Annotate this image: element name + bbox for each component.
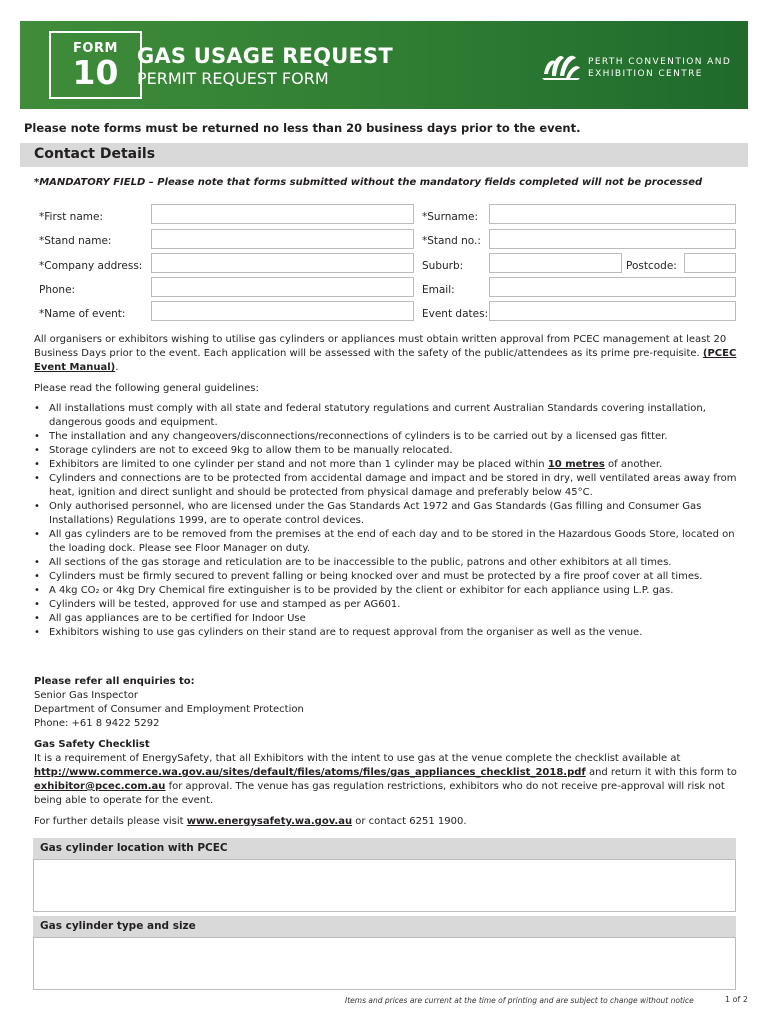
- list-item: [34, 458, 744, 472]
- list-item: • Cylinders must be firmly secured to prevent falling or being knocked over and must be protected by a fire proof cover at all times.: [34, 570, 744, 584]
- type-size-box-header: [33, 916, 736, 938]
- intro-paragraph: [34, 333, 739, 375]
- suburb-label: Suburb:: [422, 260, 464, 272]
- list-item: • All gas cylinders are to be removed from the premises at the end of each day and to be stored in the Hazardous Goods Store, located on the loading dock. Please see Floor Manager on duty.: [34, 528, 744, 556]
- form-subtitle: PERMIT REQUEST FORM: [137, 69, 329, 88]
- event-name-input[interactable]: [151, 301, 414, 321]
- email-label: Email:: [422, 284, 455, 296]
- form-number: 10: [72, 53, 119, 92]
- stand-name-label: *Stand name:: [39, 235, 112, 247]
- email-input[interactable]: [489, 277, 736, 297]
- event-dates-label: Event dates:: [422, 308, 489, 320]
- guidelines-list: [34, 402, 744, 640]
- checklist-text-3: for approval. The venue has gas regulation restrictions, exhibitors who do not receive pre-approval will risk not being able to operate for the event.: [34, 781, 725, 806]
- company-address-label: *Company address:: [39, 260, 143, 272]
- energysafety-link[interactable]: www.energysafety.wa.gov.au: [186, 816, 353, 827]
- checklist-text-2: and return it with this form to: [585, 767, 737, 778]
- enquiries-line-3: Phone: +61 8 9422 5292: [34, 718, 160, 729]
- checklist-text-1: It is a requirement of EnergySafety, that all Exhibitors with the intent to use gas at the venue complete the checklist available at: [34, 753, 681, 764]
- limit-bold: 10 metres: [547, 459, 605, 470]
- exhibitor-email-link[interactable]: exhibitor@pcec.com.au: [34, 781, 166, 792]
- list-item: • All installations must comply with all state and federal statutory regulations and current Australian Standards covering installation, dangerous goods and equipment.: [34, 402, 744, 430]
- event-dates-input[interactable]: [489, 301, 736, 321]
- stand-name-input[interactable]: [151, 229, 414, 249]
- pcec-logo-text: [588, 56, 731, 80]
- logo-line-1: PERTH CONVENTION AND: [588, 57, 732, 67]
- return-notice: Please note forms must be returned no less than 20 business days prior to the event.: [24, 121, 581, 135]
- page-number: 1 of 2: [725, 995, 748, 1004]
- location-box-header: [33, 838, 736, 860]
- company-address-input[interactable]: [151, 253, 414, 273]
- form-number-box: [49, 31, 142, 99]
- intro-text: All organisers or exhibitors wishing to utilise gas cylinders or appliances must obtain written approval from PCEC management at least 20 Business Days prior to the event. Each application will be assessed with the safety of the public/attendees as its prime pre-requisite.: [34, 334, 727, 359]
- form-word: FORM: [73, 41, 118, 56]
- checklist-url-link[interactable]: http://www.commerce.wa.gov.au/sites/default/files/atoms/files/gas_appliances_checklist_2018.pdf: [34, 767, 586, 778]
- postcode-input[interactable]: [684, 253, 736, 273]
- enquiries-line-2: Department of Consumer and Employment Protection: [34, 704, 304, 715]
- list-item: • Exhibitors wishing to use gas cylinders on their stand are to request approval from the organiser as well as the venue.: [34, 626, 744, 640]
- list-item: • All gas appliances are to be certified for Indoor Use: [34, 612, 744, 626]
- first-name-label: *First name:: [39, 211, 103, 223]
- location-box-label: Gas cylinder location with PCEC: [40, 842, 228, 854]
- checklist-text: [34, 752, 739, 808]
- further-after: or contact 6251 1900.: [352, 816, 467, 827]
- list-item: • Cylinders and connections are to be protected from accidental damage and impact and be stored in dry, well ventilated areas away from heat, ignition and direct sunlight and should be protected from physical damage and preferably below 45°C.: [34, 472, 744, 500]
- further-before: For further details please visit: [34, 816, 187, 827]
- event-name-label: *Name of event:: [39, 308, 126, 320]
- footer-note: Items and prices are current at the time of printing and are subject to change without notice: [345, 996, 694, 1005]
- list-item: • Cylinders will be tested, approved for use and stamped as per AG601.: [34, 598, 744, 612]
- further-details: [34, 815, 739, 829]
- stand-no-label: *Stand no.:: [422, 235, 481, 247]
- form-header-banner: [20, 21, 748, 109]
- checklist-heading: Gas Safety Checklist: [34, 739, 150, 750]
- pcec-logo-icon: [540, 46, 582, 86]
- suburb-input[interactable]: [489, 253, 622, 273]
- stand-no-input[interactable]: [489, 229, 736, 249]
- surname-input[interactable]: [489, 204, 736, 224]
- list-item: • The installation and any changeovers/disconnections/reconnections of cylinders is to be carried out by a licensed gas fitter.: [34, 430, 744, 444]
- pcec-event-manual-link[interactable]: (PCEC Event Manual): [34, 348, 737, 373]
- surname-label: *Surname:: [422, 211, 479, 223]
- contact-details-heading-bar: [20, 143, 748, 167]
- postcode-label: Postcode:: [626, 260, 677, 272]
- checklist-block: [34, 738, 739, 808]
- first-name-input[interactable]: [151, 204, 414, 224]
- type-size-box-label: Gas cylinder type and size: [40, 920, 196, 932]
- limit-after: of another.: [604, 459, 663, 470]
- limit-before: Exhibitors are limited to one cylinder per stand and not more than 1 cylinder may be placed within: [49, 459, 548, 470]
- phone-input[interactable]: [151, 277, 414, 297]
- logo-line-2: EXHIBITION CENTRE: [588, 69, 703, 79]
- enquiries-block: [34, 675, 739, 731]
- list-item: • All sections of the gas storage and reticulation are to be inaccessible to the public, patrons and other exhibitors at all times.: [34, 556, 744, 570]
- enquiries-line-1: Senior Gas Inspector: [34, 690, 138, 701]
- intro-end: .: [115, 362, 119, 373]
- contact-details-heading: Contact Details: [34, 146, 156, 162]
- guidelines-intro: Please read the following general guidelines:: [34, 383, 259, 394]
- location-textarea[interactable]: [33, 859, 736, 912]
- form-title: GAS USAGE REQUEST: [137, 44, 393, 68]
- list-item: • Storage cylinders are not to exceed 9kg to allow them to be manually relocated.: [34, 444, 744, 458]
- list-item: • A 4kg CO₂ or 4kg Dry Chemical fire extinguisher is to be provided by the client or exhibitor for each appliance using L.P. gas.: [34, 584, 744, 598]
- phone-label: Phone:: [39, 284, 76, 296]
- type-size-textarea[interactable]: [33, 937, 736, 990]
- mandatory-field-note: *MANDATORY FIELD – Please note that forms submitted without the mandatory fields completed will not be processed: [34, 177, 703, 188]
- list-item: • Only authorised personnel, who are licensed under the Gas Standards Act 1972 and Gas Standards (Gas filling and Consumer Gas Installations) Regulations 1999, are to operate control devices.: [34, 500, 744, 528]
- enquiries-heading: Please refer all enquiries to:: [34, 676, 195, 687]
